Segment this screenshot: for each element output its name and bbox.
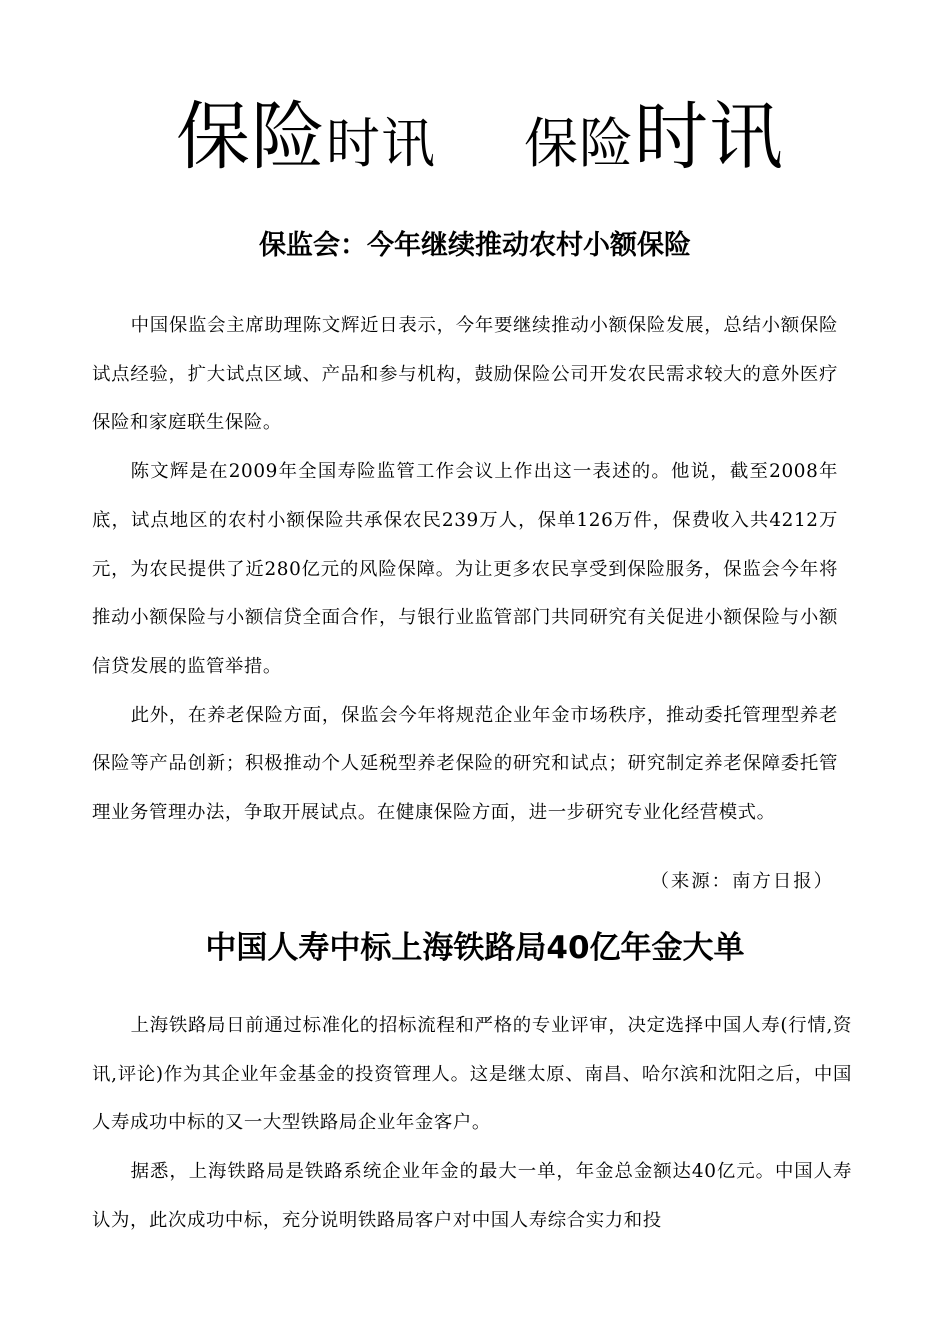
masthead-left-part2: 时讯: [326, 112, 436, 175]
article1-source: （来源：南方日报）: [650, 871, 834, 892]
article2-paragraph: 上海铁路局日前通过标准化的招标流程和严格的专业评审，决定选择中国人寿(行情,资讯,评论)作为其企业年金基金的投资管理人。这是继太原、南昌、哈尔滨和沈阳之后，中国人寿成功中标的又一大型铁路局企业年金客户。: [92, 1015, 852, 1134]
masthead-left-part1: 保险: [176, 94, 326, 180]
masthead-title-right: [524, 92, 784, 189]
article2-title: 中国人寿中标上海铁路局40亿年金大单: [205, 930, 745, 966]
article2-paragraph: 据悉，上海铁路局是铁路系统企业年金的最大一单，年金总金额达40亿元。中国人寿认为，此次成功中标，充分说明铁路局客户对中国人寿综合实力和投: [92, 1161, 852, 1231]
article1-body: [92, 302, 838, 838]
masthead-title-left: [176, 92, 436, 189]
masthead-right-part2: 时讯: [634, 94, 784, 180]
article1-paragraph: 此外，在养老保险方面，保监会今年将规范企业年金市场秩序，推动委托管理型养老保险等产品创新；积极推动个人延税型养老保险的研究和试点；研究制定养老保障委托管理业务管理办法，争取开展试点。在健康保险方面，进一步研究专业化经营模式。: [92, 704, 838, 824]
article1-paragraph: 中国保监会主席助理陈文辉近日表示，今年要继续推动小额保险发展，总结小额保险试点经验，扩大试点区域、产品和参与机构，鼓励保险公司开发农民需求较大的意外医疗保险和家庭联生保险。: [92, 315, 838, 434]
article2-body: [92, 1002, 852, 1246]
article1-title: 保监会：今年继续推动农村小额保险: [259, 230, 691, 261]
article1-paragraph: 陈文辉是在2009年全国寿险监管工作会议上作出这一表述的。他说，截至2008年底，试点地区的农村小额保险共承保农民239万人，保单126万件，保费收入共4212万元，为农民提供了近280亿元的风险保障。为让更多农民享受到保险服务，保监会今年将推动小额保险与小额信贷全面合作，与银行业监管部门共同研究有关促进小额保险与小额信贷发展的监管举措。: [92, 461, 838, 677]
masthead-right-part1: 保险: [524, 112, 634, 175]
masthead: [0, 92, 950, 192]
